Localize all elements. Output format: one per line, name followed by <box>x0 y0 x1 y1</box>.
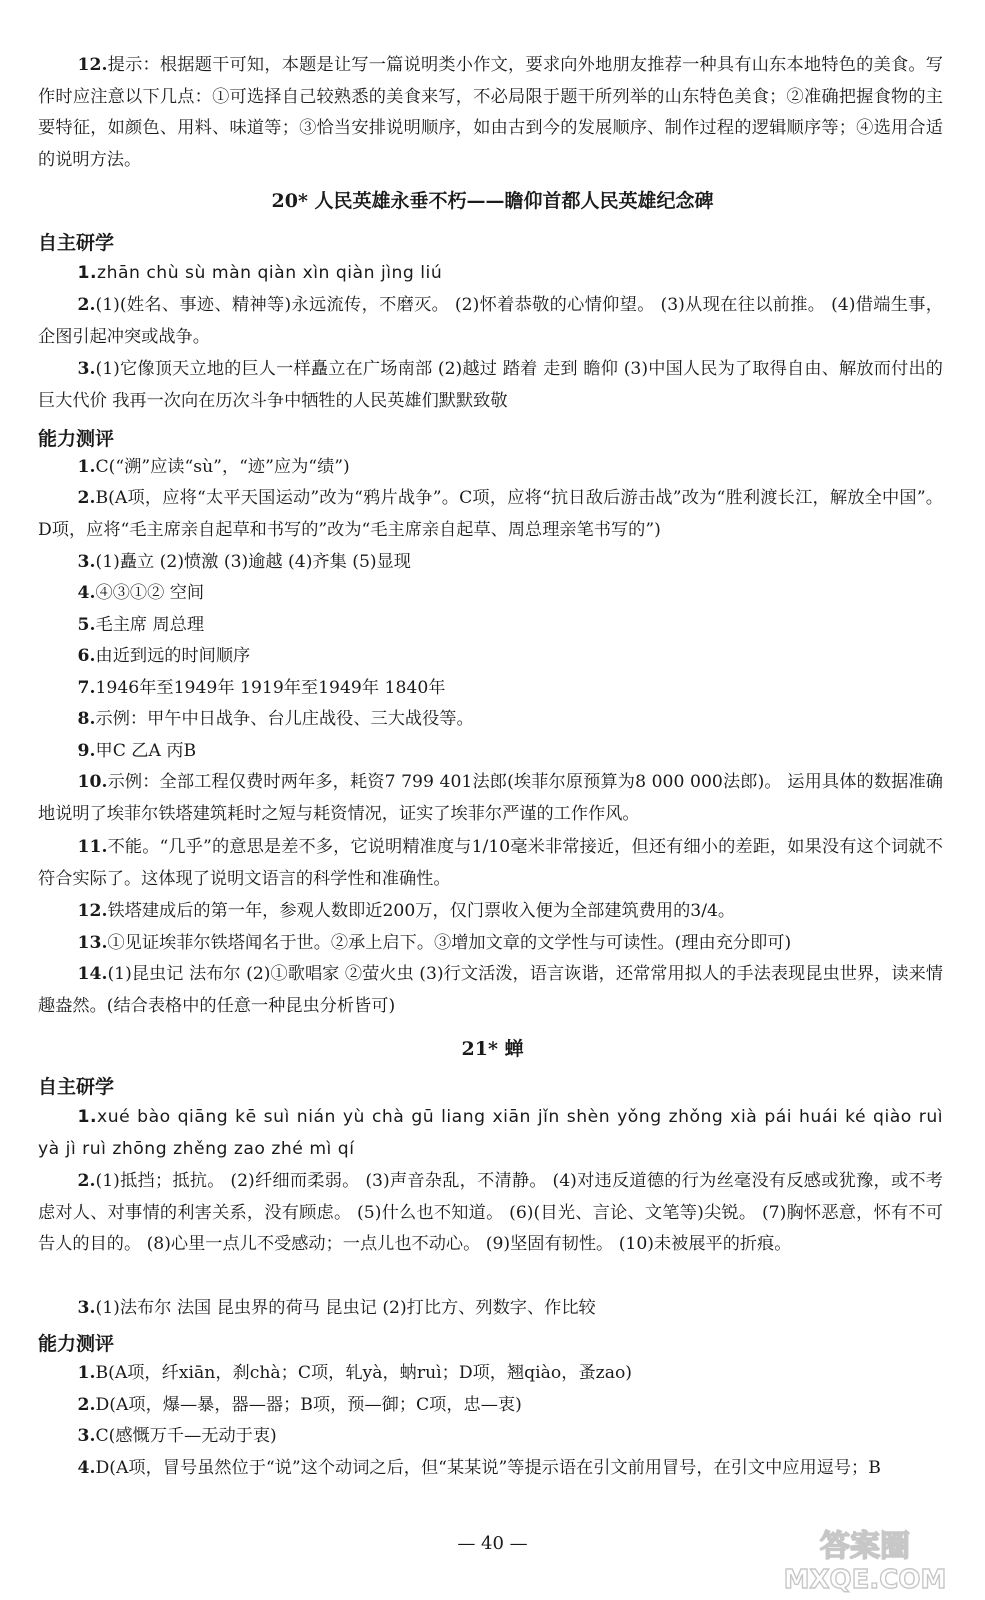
item-text: C(“溯”应读“sù”，“迹”应为“绩”) <box>95 457 350 477</box>
answer-item <box>38 832 943 895</box>
item-text: 铁塔建成后的第一年，参观人数即近200万，仅门票收入便为全部建筑费用的3/4。 <box>107 901 736 921</box>
answer-item <box>38 928 943 960</box>
answer-item <box>38 1358 943 1390</box>
answer-item <box>38 896 943 928</box>
item-text: 由近到远的时间顺序 <box>95 646 251 666</box>
item-text: D(A项，爆—暴，器—器；B项，预—御；C项，忠—衷) <box>95 1395 522 1415</box>
answer-item <box>38 610 943 642</box>
prev-answer-12 <box>38 50 943 176</box>
item-text: (1)矗立 (2)愤激 (3)逾越 (4)齐集 (5)显现 <box>95 552 411 572</box>
item-number: 2. <box>77 1395 96 1415</box>
item-text: 1946年至1949年 1919年至1949年 1840年 <box>95 678 446 698</box>
answer-item <box>38 736 943 768</box>
answer-item <box>38 258 943 290</box>
item-number: 13. <box>77 933 108 953</box>
item-number: 14. <box>77 964 108 984</box>
item-number: 7. <box>77 678 96 698</box>
answer-item <box>38 767 943 830</box>
lesson-21-title: 21* 蝉 <box>461 1038 524 1060</box>
item-number: 1. <box>77 457 96 477</box>
item-number: 2. <box>77 295 96 315</box>
item-text: 甲C 乙A 丙B <box>95 741 197 761</box>
item-text: B(A项，应将“太平天国运动”改为“鸦片战争”。C项，应将“抗日敌后游击战”改为“胜利渡长江，解放全中国”。D项，应将“毛主席亲自起草和书写的”改为“毛主席亲自起草、周总理亲笔书写的”) <box>38 488 943 540</box>
item-number: 3. <box>77 1426 96 1446</box>
item-number: 2. <box>77 488 96 508</box>
answer-item <box>38 547 943 579</box>
section-heading: 能力测评 <box>38 428 115 450</box>
answer-item <box>38 641 943 673</box>
answer-item <box>38 1453 943 1484</box>
item-number: 1. <box>77 1107 98 1127</box>
svg-text:MXQE.COM: MXQE.COM <box>783 1565 947 1595</box>
item-text: (1)昆虫记 法布尔 (2)①歌唱家 ②萤火虫 (3)行文活泼，语言诙谐，还常常用拟人的手法表现昆虫世界，读来情趣盎然。(结合表格中的任意一种昆虫分析皆可) <box>38 964 943 1016</box>
item-text: zhān chù sù màn qiàn xìn qiàn jìng liú <box>97 263 443 283</box>
item-text: 不能。“几乎”的意思是差不多，它说明精准度与1/10毫米非常接近，但还有细小的差距，如果没有这个词就不符合实际了。这体现了说明文语言的科学性和准确性。 <box>38 837 943 889</box>
item-number: 10. <box>77 772 108 792</box>
item-text: 示例：甲午中日战争、台儿庄战役、三大战役等。 <box>95 709 474 729</box>
item-number: 3. <box>77 359 96 379</box>
item-number: 3. <box>77 552 96 572</box>
item-text: ①见证埃菲尔铁塔闻名于世。②承上启下。③增加文章的文学性与可读性。(理由充分即可) <box>107 933 792 953</box>
answer-item <box>38 1390 943 1422</box>
item-number: 2. <box>77 1171 96 1191</box>
answer-item <box>38 354 943 417</box>
lesson-20-title: 20* 人民英雄永垂不朽——瞻仰首都人民英雄纪念碑 <box>271 190 714 212</box>
item-text: 提示：根据题干可知，本题是让写一篇说明类小作文，要求向外地朋友推荐一种具有山东本地特色的美食。写作时应注意以下几点：①可选择自己较熟悉的美食来写，不必局限于题干所列举的山东特色美食；②准确把握食物的主要特征，如颜色、用料、味道等；③恰当安排说明顺序，如由古到今的发展顺序、制作过程的逻辑顺序等；④选用合适的说明方法。 <box>38 55 943 170</box>
page-number: — 40 — <box>457 1533 528 1554</box>
section-heading: 自主研学 <box>38 232 115 254</box>
svg-text:答案圈: 答案圈 <box>820 1529 910 1564</box>
answer-item <box>38 578 943 610</box>
answer-item <box>38 1102 943 1165</box>
answer-item <box>38 704 943 736</box>
item-number: 9. <box>77 741 96 761</box>
item-number: 12. <box>77 55 108 75</box>
answer-item <box>38 1293 943 1325</box>
item-text: 毛主席 周总理 <box>95 615 205 635</box>
item-number: 1. <box>77 263 98 283</box>
answer-item <box>38 483 943 546</box>
item-number: 6. <box>77 646 96 666</box>
item-text: (1)法布尔 法国 昆虫界的荷马 昆虫记 (2)打比方、列数字、作比较 <box>95 1298 596 1318</box>
item-text: C(感慨万千—无动于衷) <box>95 1426 277 1446</box>
item-number: 5. <box>77 615 96 635</box>
item-number: 3. <box>77 1298 96 1318</box>
item-text: D(A项，冒号虽然位于“说”这个动词之后，但“某某说”等提示语在引文前用冒号，在引文中应用逗号；B <box>95 1458 881 1478</box>
answer-item <box>38 673 943 705</box>
answer-item <box>38 959 943 1022</box>
answer-item <box>38 452 943 484</box>
item-text: B(A项，纤xiān，刹chà；C项，轧yà，蚋ruì；D项，翘qiào，蚤zao) <box>95 1363 633 1383</box>
section-heading: 能力测评 <box>38 1333 115 1355</box>
item-number: 4. <box>77 583 96 603</box>
item-number: 11. <box>77 837 108 857</box>
item-number: 8. <box>77 709 96 729</box>
item-text: ④③①② 空间 <box>95 583 205 603</box>
item-text: 示例：全部工程仅费时两年多，耗资7 799 401法郎(埃菲尔原预算为8 000 000法郎)。 运用具体的数据准确地说明了埃菲尔铁塔建筑耗时之短与耗资情况，证实了埃菲尔严谨的工作作风。 <box>38 772 943 824</box>
item-text: (1)(姓名、事迹、精神等)永远流传，不磨灭。 (2)怀着恭敬的心情仰望。 (3)从现在往以前推。 (4)借端生事，企图引起冲突或战争。 <box>38 295 943 347</box>
section-heading: 自主研学 <box>38 1076 115 1098</box>
answer-item <box>38 1421 943 1453</box>
item-text: (1)抵挡；抵抗。 (2)纤细而柔弱。 (3)声音杂乱，不清静。 (4)对违反道德的行为丝毫没有反感或犹豫，或不考虑对人、对事情的利害关系，没有顾虑。 (5)什么也不知道。 (6)(目光、言论、文笔等)尖锐。 (7)胸怀恶意，怀有不可告人的目的。 (8)心里一点儿不受感动；一点儿也不动心。 (9)坚固有韧性。 (10)未被展平的折痕。 <box>38 1171 943 1254</box>
item-number: 1. <box>77 1363 96 1383</box>
item-text: (1)它像顶天立地的巨人一样矗立在广场南部 (2)越过 踏着 走到 瞻仰 (3)中国人民为了取得自由、解放而付出的巨大代价 我再一次向在历次斗争中牺牲的人民英雄们默默致敬 <box>38 359 943 411</box>
answer-item <box>38 290 943 353</box>
item-text: xué bào qiāng kē suì nián yù chà gū liang xiān jǐn shèn yǒng zhǒng xià pái huái ké qiào ruì yà jì ruì zhōng zhěng zao zhé mì qí <box>38 1107 943 1159</box>
answer-item <box>38 1166 943 1261</box>
watermark-logo <box>755 1520 975 1596</box>
item-number: 4. <box>77 1458 96 1478</box>
item-number: 12. <box>77 901 108 921</box>
